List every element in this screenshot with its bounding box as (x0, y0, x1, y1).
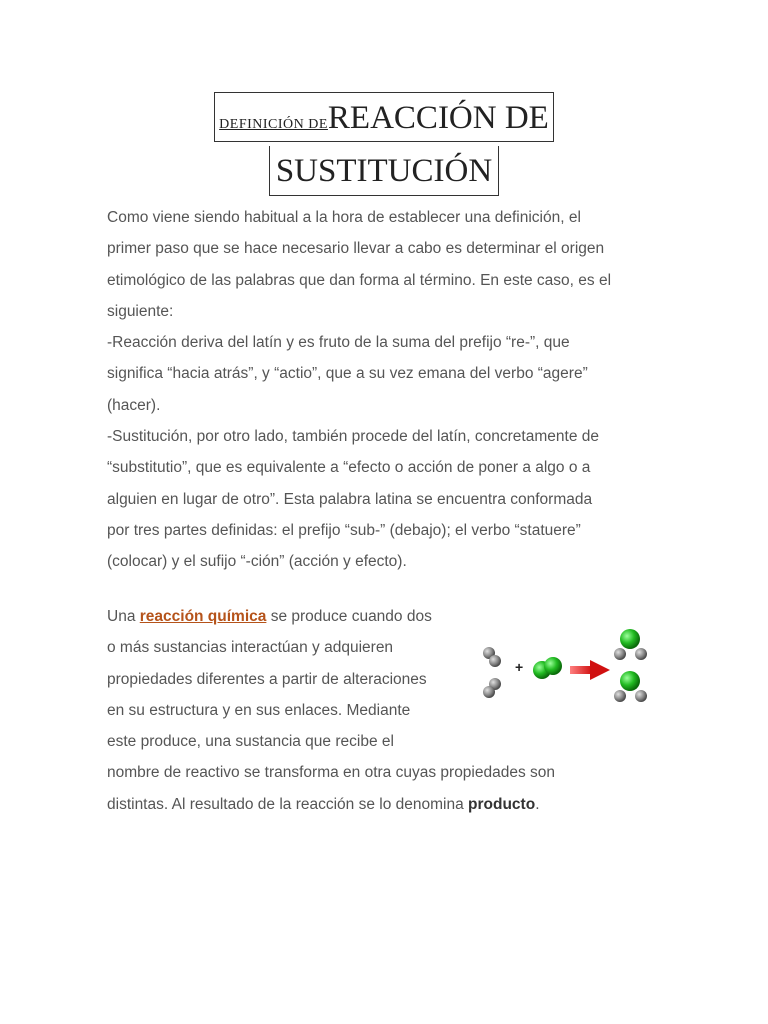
product-molecule-bottom (614, 671, 647, 702)
product-molecule-top (614, 629, 647, 660)
text-line: por tres partes definidas: el prefijo “sub-” (debajo); el verbo “statuere” (107, 521, 581, 539)
title-box-line1 (214, 92, 554, 142)
text-line: primer paso que se hace necesario llevar a cabo es determinar el origen (107, 240, 605, 258)
gray-molecule-bottom (483, 678, 501, 698)
text-fragment: . (535, 795, 540, 813)
gray-molecule-top (483, 647, 501, 667)
green-molecule (533, 657, 562, 679)
text-line (107, 789, 667, 820)
intro-paragraph (107, 202, 667, 578)
text-line: -Sustitución, por otro lado, también procede del latín, concretamente de (107, 428, 599, 446)
reaction-diagram (478, 624, 654, 710)
text-line: “substitutio”, que es equivalente a “efecto o acción de poner a algo o a (107, 459, 591, 477)
text-line: este produce, una sustancia que recibe el (107, 733, 394, 751)
plus-sign: + (515, 659, 524, 675)
text-line: o más sustancias interactúan y adquieren (107, 639, 394, 657)
text-line: nombre de reactivo se transforma en otra cuyas propiedades son (107, 764, 556, 782)
text-line: Como viene siendo habitual a la hora de establecer una definición, el (107, 209, 581, 226)
producto-bold: producto (468, 795, 536, 813)
title-block (0, 92, 768, 196)
text-fragment: Una (107, 608, 140, 625)
reaccion-quimica-link[interactable]: reacción química (139, 608, 267, 625)
title-main-line2: SUSTITUCIÓN (269, 146, 499, 196)
text-line: (hacer). (107, 396, 161, 414)
title-prefix: DEFINICIÓN DE (219, 117, 328, 132)
text-fragment: distintas. Al resultado de la reacción se lo denomina (107, 795, 469, 813)
text-line: en su estructura y en sus enlaces. Mediante (107, 701, 411, 719)
text-line: propiedades diferentes a partir de alteraciones (107, 670, 427, 688)
text-line: (colocar) y el sufijo “-ción” (acción y efecto). (107, 553, 407, 571)
text-fragment: se produce cuando dos (266, 608, 432, 625)
title-main-line1: REACCIÓN DE (327, 100, 549, 136)
text-line: -Reacción deriva del latín y es fruto de la suma del prefijo “re-”, que (107, 334, 570, 352)
text-line: siguiente: (107, 302, 174, 320)
text-line: etimológico de las palabras que dan forma al término. En este caso, es el (107, 271, 612, 289)
reaction-arrow (570, 660, 610, 680)
text-line: alguien en lugar de otro”. Esta palabra latina se encuentra conformada (107, 490, 593, 508)
text-line: significa “hacia atrás”, y “actio”, que a su vez emana del verbo “agere” (107, 365, 588, 383)
